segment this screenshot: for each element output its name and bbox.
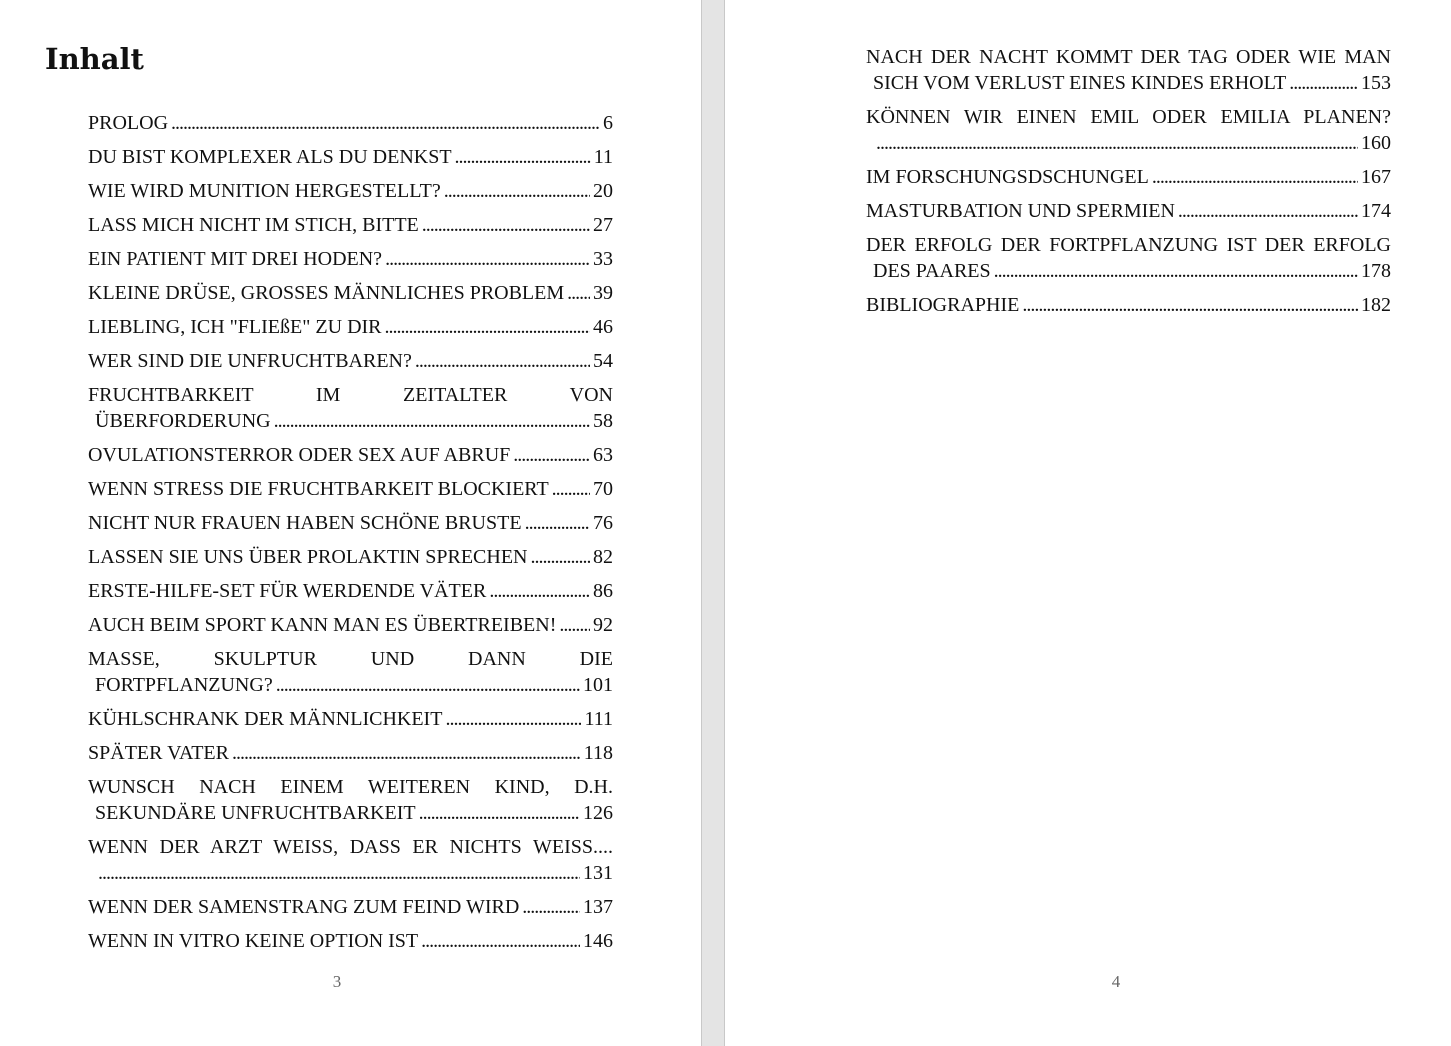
toc-entry-page: 160 (1361, 132, 1391, 154)
toc-leader (171, 110, 600, 136)
toc-entry-title: AUCH BEIM SPORT KANN MAN ES ÜBERTREIBEN! (88, 614, 557, 636)
toc-leader (531, 544, 591, 570)
toc-leader (98, 860, 580, 886)
toc-entry-title: FRUCHTBARKEIT IM ZEITALTER VON (88, 384, 613, 406)
toc-entry (866, 104, 1391, 156)
toc-leader (445, 706, 581, 732)
toc-entry-page: 58 (593, 410, 613, 432)
toc-entry-title-cont: SEKUNDÄRE UNFRUCHTBARKEIT (95, 802, 416, 824)
toc-leader (276, 672, 580, 698)
toc-entry-title: ERSTE-HILFE-SET FÜR WERDENDE VÄTER (88, 580, 487, 602)
toc-entry-title: WENN STRESS DIE FRUCHTBARKEIT BLOCKIERT (88, 478, 549, 500)
toc-entry-title: WENN IN VITRO KEINE OPTION IST (88, 930, 419, 952)
toc-entry (88, 382, 613, 434)
toc-entry-title: NACH DER NACHT KOMMT DER TAG ODER WIE MAN (866, 46, 1391, 68)
toc-entry-page: 178 (1361, 260, 1391, 282)
toc-entry (88, 442, 613, 468)
toc-entry-title: KÖNNEN WIR EINEN EMIL ODER EMILIA PLANEN? (866, 106, 1391, 128)
toc-entry (866, 198, 1391, 224)
toc-entry-page: 182 (1361, 294, 1391, 316)
toc-leader (1022, 292, 1358, 318)
toc-entry (88, 834, 613, 886)
toc-entry-page: 76 (593, 512, 613, 534)
toc-entry (88, 740, 613, 766)
toc-leader (274, 408, 590, 434)
toc-entry-title: WENN DER ARZT WEISS, DASS ER NICHTS WEISS.... (88, 836, 613, 858)
right-page (725, 0, 1451, 1046)
toc-entry-page: 118 (583, 742, 613, 764)
toc-entry-page: 46 (593, 316, 613, 338)
toc-entry-page: 131 (583, 862, 613, 884)
toc-entry-continuation (866, 130, 1391, 156)
toc-heading: Inhalt (45, 42, 144, 76)
toc-list-right (866, 44, 1391, 326)
toc-entry-title: KÜHLSCHRANK DER MÄNNLICHKEIT (88, 708, 443, 730)
toc-entry-page: 111 (584, 708, 613, 730)
toc-leader (559, 612, 590, 638)
toc-leader (419, 800, 580, 826)
toc-entry-title: BIBLIOGRAPHIE (866, 294, 1020, 316)
toc-entry-page: 137 (583, 896, 613, 918)
toc-entry-title: DU BIST KOMPLEXER ALS DU DENKST (88, 146, 452, 168)
toc-leader (522, 894, 580, 920)
toc-leader (525, 510, 590, 536)
toc-leader (444, 178, 590, 204)
toc-entry-title: WIE WIRD MUNITION HERGESTELLT? (88, 180, 441, 202)
toc-entry (88, 314, 613, 340)
toc-entry (88, 110, 613, 136)
toc-entry (88, 578, 613, 604)
toc-entry (88, 544, 613, 570)
toc-entry-continuation (88, 800, 613, 826)
toc-entry-page: 63 (593, 444, 613, 466)
toc-entry-title: MASTURBATION UND SPERMIEN (866, 200, 1175, 222)
toc-leader (994, 258, 1358, 284)
toc-entry-title-cont: SICH VOM VERLUST EINES KINDES ERHOLT (873, 72, 1287, 94)
toc-entry (88, 348, 613, 374)
toc-entry-page: 153 (1361, 72, 1391, 94)
toc-entry (866, 164, 1391, 190)
toc-entry-page: 39 (593, 282, 613, 304)
toc-leader (876, 130, 1358, 156)
toc-entry-page: 82 (593, 546, 613, 568)
toc-entry-title: WER SIND DIE UNFRUCHTBAREN? (88, 350, 412, 372)
toc-entry (88, 646, 613, 698)
toc-entry-title: IM FORSCHUNGSDSCHUNGEL (866, 166, 1149, 188)
toc-leader (232, 740, 581, 766)
toc-entry-page: 167 (1361, 166, 1391, 188)
toc-entry (88, 212, 613, 238)
left-page (0, 0, 701, 1046)
page-number: 4 (1111, 972, 1121, 991)
page-number: 3 (332, 972, 342, 991)
toc-entry-title: LASS MICH NICHT IM STICH, BITTE (88, 214, 419, 236)
toc-entry-page: 33 (593, 248, 613, 270)
toc-entry (88, 706, 613, 732)
toc-entry (88, 774, 613, 826)
toc-entry (88, 510, 613, 536)
toc-entry-continuation (88, 408, 613, 434)
toc-entry-continuation (866, 258, 1391, 284)
toc-entry-page: 174 (1361, 200, 1391, 222)
toc-entry-title: LASSEN SIE UNS ÜBER PROLAKTIN SPRECHEN (88, 546, 528, 568)
toc-leader (1152, 164, 1358, 190)
toc-leader (415, 348, 590, 374)
toc-entry-page: 86 (593, 580, 613, 602)
toc-leader (567, 280, 590, 306)
toc-entry-continuation (866, 70, 1391, 96)
toc-leader (385, 246, 590, 272)
toc-entry-page: 126 (583, 802, 613, 824)
toc-entry-title-cont: DES PAARES (873, 260, 991, 282)
toc-entry-page: 146 (583, 930, 613, 952)
toc-list-left (88, 110, 613, 962)
toc-entry-page: 92 (593, 614, 613, 636)
toc-leader (422, 212, 590, 238)
toc-entry-title: EIN PATIENT MIT DREI HODEN? (88, 248, 383, 270)
toc-entry (866, 44, 1391, 96)
toc-entry-title-cont: ÜBERFORDERUNG (95, 410, 271, 432)
toc-entry-title: WENN DER SAMENSTRANG ZUM FEIND WIRD (88, 896, 520, 918)
toc-leader (455, 144, 591, 170)
toc-entry (88, 280, 613, 306)
toc-entry-continuation (88, 860, 613, 886)
toc-leader (421, 928, 580, 954)
page-gutter (701, 0, 725, 1046)
toc-entry-continuation (88, 672, 613, 698)
toc-leader (552, 476, 590, 502)
toc-entry (88, 894, 613, 920)
toc-entry (88, 476, 613, 502)
toc-entry-title: KLEINE DRÜSE, GROSSES MÄNNLICHES PROBLEM (88, 282, 565, 304)
toc-leader (489, 578, 590, 604)
toc-entry-title: WUNSCH NACH EINEM WEITEREN KIND, D.H. (88, 776, 613, 798)
toc-entry-page: 101 (583, 674, 613, 696)
toc-entry (866, 292, 1391, 318)
toc-entry (88, 246, 613, 272)
toc-entry-page: 27 (593, 214, 613, 236)
toc-entry-title: LIEBLING, ICH "FLIEßE" ZU DIR (88, 316, 382, 338)
toc-entry-page: 70 (593, 478, 613, 500)
toc-entry-title: MASSE, SKULPTUR UND DANN DIE (88, 648, 613, 670)
toc-entry (88, 144, 613, 170)
toc-entry-page: 6 (603, 112, 613, 134)
toc-entry-title: OVULATIONSTERROR ODER SEX AUF ABRUF (88, 444, 511, 466)
toc-entry-title-cont: FORTPFLANZUNG? (95, 674, 273, 696)
toc-leader (513, 442, 590, 468)
toc-entry-title: PROLOG (88, 112, 169, 134)
toc-entry-page: 11 (593, 146, 613, 168)
toc-entry (88, 178, 613, 204)
toc-leader (1178, 198, 1358, 224)
toc-entry (88, 612, 613, 638)
toc-entry-title: NICHT NUR FRAUEN HABEN SCHÖNE BRUSTE (88, 512, 522, 534)
toc-entry (866, 232, 1391, 284)
toc-entry-title: SPÄTER VATER (88, 742, 229, 764)
toc-entry (88, 928, 613, 954)
toc-entry-page: 54 (593, 350, 613, 372)
toc-entry-page: 20 (593, 180, 613, 202)
toc-leader (1289, 70, 1358, 96)
toc-leader (385, 314, 590, 340)
toc-entry-title: DER ERFOLG DER FORTPFLANZUNG IST DER ERFOLG (866, 234, 1391, 256)
